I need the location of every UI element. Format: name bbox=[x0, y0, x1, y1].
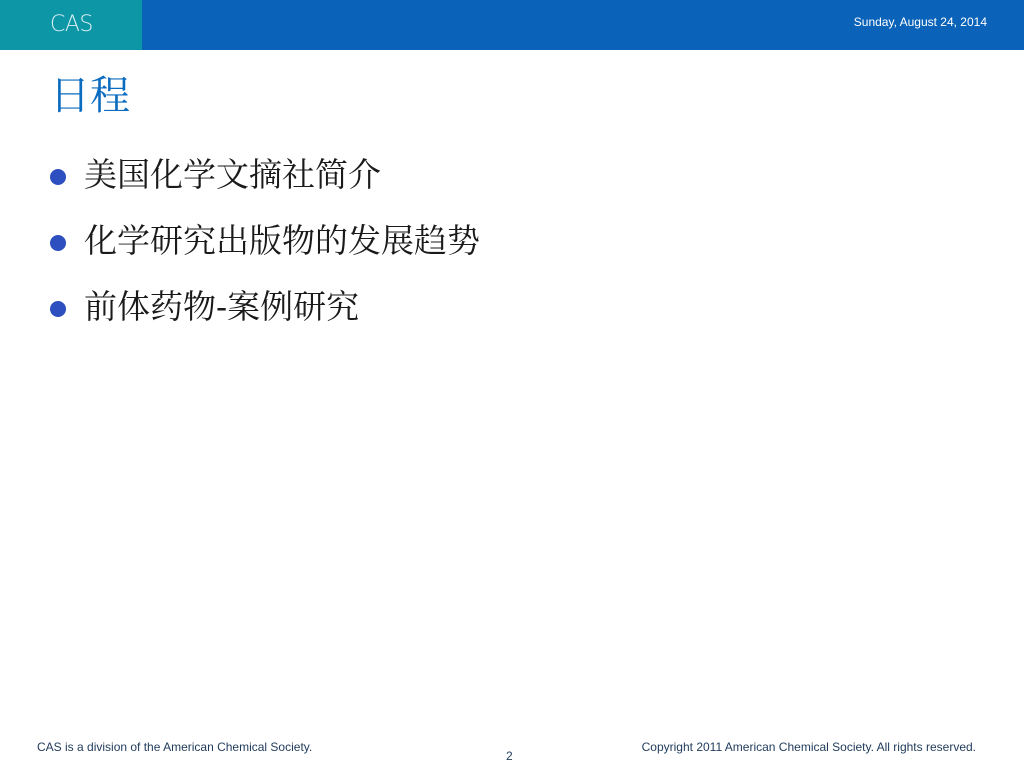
list-item bbox=[50, 274, 480, 340]
logo-text: CAS bbox=[50, 12, 93, 37]
bullet-dot-icon bbox=[50, 235, 66, 251]
bullet-text: 化学研究出版物的发展趋势 bbox=[84, 221, 480, 260]
slide-title: 日程 bbox=[50, 73, 130, 119]
bullet-dot-icon bbox=[50, 169, 66, 185]
bullet-text: 美国化学文摘社简介 bbox=[84, 155, 381, 194]
list-item bbox=[50, 208, 480, 274]
header-bar bbox=[0, 0, 1024, 50]
bullet-text: 前体药物-案例研究 bbox=[84, 287, 360, 326]
footer-division-note: CAS is a division of the American Chemical Society. bbox=[37, 740, 313, 754]
list-item bbox=[50, 142, 480, 208]
page-number: 2 bbox=[506, 749, 513, 763]
cas-logo bbox=[0, 0, 142, 50]
agenda-list bbox=[50, 142, 480, 340]
header-date: Sunday, August 24, 2014 bbox=[853, 15, 987, 29]
footer-copyright: Copyright 2011 American Chemical Society. All rights reserved. bbox=[641, 740, 976, 754]
bullet-dot-icon bbox=[50, 301, 66, 317]
